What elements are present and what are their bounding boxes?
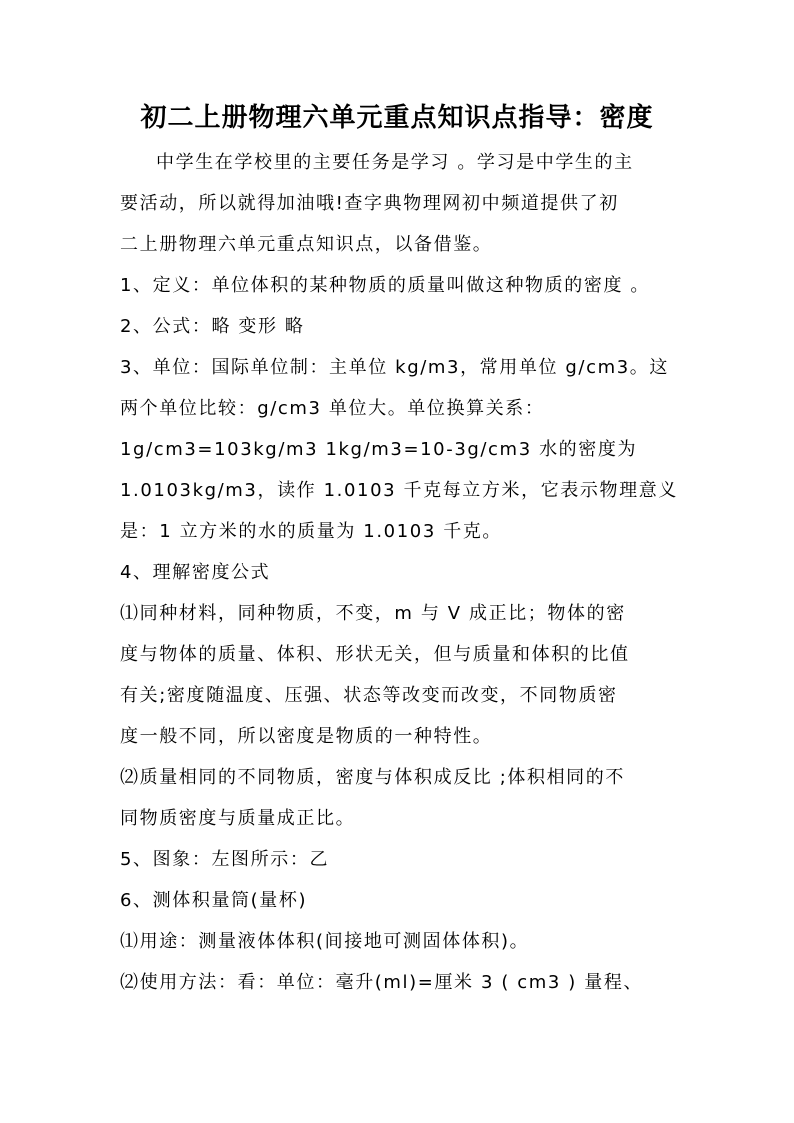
paragraph-line: 1.0103kg/m3，读作 1.0103 千克每立方米，它表示物理意义	[120, 480, 678, 501]
paragraph-line: 6、测体积量筒(量杯)	[120, 890, 308, 911]
paragraph-line: 二上册物理六单元重点知识点，以备借鉴。	[120, 234, 493, 255]
paragraph-line: ⑴用途：测量液体体积(间接地可测固体体积)。	[120, 931, 530, 952]
paragraph-line: 2、公式：略 变形 略	[120, 316, 305, 337]
paragraph-line: ⑵质量相同的不同物质，密度与体积成反比 ;体积相同的不	[120, 767, 625, 788]
paragraph-line: ⑴同种材料，同种物质，不变，m 与 V 成正比；物体的密	[120, 603, 626, 624]
paragraph-line: 有关;密度随温度、压强、状态等改变而改变，不同物质密	[120, 685, 618, 706]
paragraph-line: ⑵使用方法：看：单位：毫升(ml)=厘米 3 ( cm3 ) 量程、	[120, 972, 644, 993]
paragraph-line: 是：1 立方米的水的质量为 1.0103 千克。	[120, 521, 502, 542]
paragraph-line: 两个单位比较：g/cm3 单位大。单位换算关系：	[120, 398, 545, 419]
paragraph-line: 1g/cm3=103kg/m3 1kg/m3=10-3g/cm3 水的密度为	[120, 439, 638, 460]
paragraph-line: 度与物体的质量、体积、形状无关，但与质量和体积的比值	[120, 644, 630, 665]
document-title: 初二上册物理六单元重点知识点指导：密度	[140, 103, 654, 133]
document-body	[120, 142, 680, 1003]
paragraph-line: 度一般不同，所以密度是物质的一种特性。	[120, 726, 493, 747]
paragraph-line: 4、理解密度公式	[120, 562, 271, 583]
paragraph-line: 1、定义：单位体积的某种物质的质量叫做这种物质的密度 。	[120, 275, 650, 296]
paragraph-line: 3、单位：国际单位制：主单位 kg/m3，常用单位 g/cm3。这	[120, 357, 669, 378]
paragraph-line: 同物质密度与质量成正比。	[120, 808, 356, 829]
paragraph-line: 中学生在学校里的主要任务是学习 。学习是中学生的主	[156, 152, 634, 173]
paragraph-line: 要活动，所以就得加油哦!查字典物理网初中频道提供了初	[120, 193, 619, 214]
paragraph-line: 5、图象：左图所示：乙	[120, 849, 330, 870]
